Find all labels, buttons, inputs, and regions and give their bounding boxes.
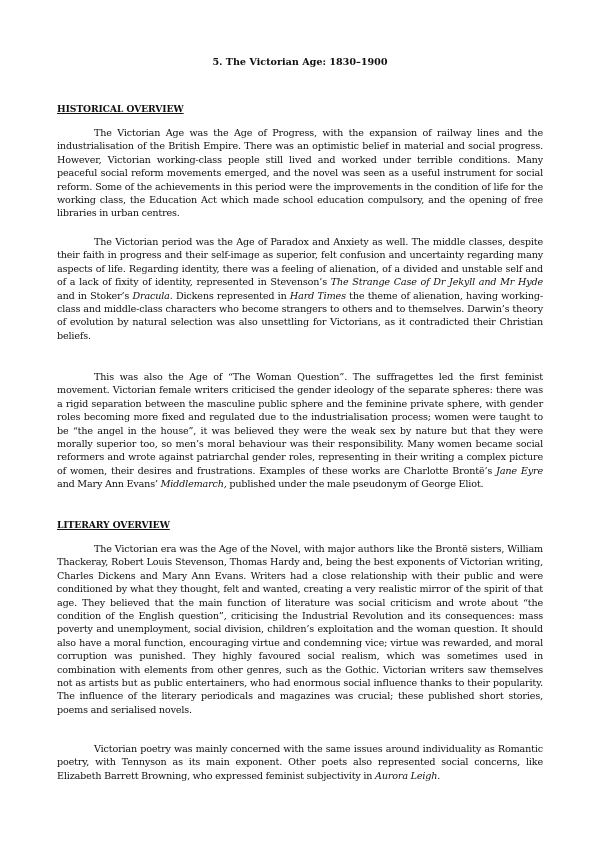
text-run: published under the male pseudonym of George Eliot. (226, 479, 484, 491)
historical-paragraph-1: The Victorian Age was the Age of Progress, with the expansion of railway lines and the industrialisation of the British Empire. There was an optimistic belief in material and social progress. However, Victorian working-class people still lived and worked under terrible conditions. Many peaceful social reform movements emerged, and the novel was seen as a useful instrument for social reform. Some of the achievements in this period were the improvements in the condition of life for the working class, the Education Act which made school education compulsory, and the opening of free libraries in urban centres. (57, 128, 543, 220)
book-title-middlemarch: Middlemarch, (160, 479, 227, 491)
text-run: Dickens represented in (172, 290, 290, 302)
book-title-jekyll-hyde: The Strange Case of Dr Jekyll and Mr Hyde (330, 277, 543, 289)
literary-paragraph-2 (57, 743, 543, 783)
text-run: Victorian poetry was mainly concerned with the same issues around individuality as Romantic poetry, with Tennyson as its main exponent. Other poets also represented social concerns, like Elizabeth Barrett Browning, who expressed feminist subjectivity in (57, 744, 543, 782)
historical-overview-heading: HISTORICAL OVERVIEW (57, 104, 184, 115)
literary-paragraph-1: The Victorian era was the Age of the Novel, with major authors like the Brontë sisters, William Thackeray, Robert Louis Stevenson, Thomas Hardy and, being the best exponents of Victorian writing, Charles Dickens and Mary Ann Evans. Writers had a close relationship with their public and were conditioned by what they thought, felt and wanted, creating a very realistic mirror of the spirit of that age. They believed that the main function of literature was social criticism and wrote about “the condition of the English question”, criticising the Industrial Revolution and its consequences: mass poverty and unemployment, social division, children’s exploitation and the woman question. It should also have a moral function, encouraging virtue and condemning vice; virtue was rewarded, and moral corruption was punished. They highly favoured social realism, which was sometimes used in combination with elements from other genres, such as the Gothic. Victorian writers saw themselves not as artists but as public entertainers, who had enormous social influence thanks to their popularity. The influence of the literary periodicals and magazines was crucial; these published short stories, poems and serialised novels. (57, 544, 543, 716)
text-run: The Victorian period was the Age of Paradox and Anxiety as well. The middle classes, despite their faith in progress and their self-image as superior, felt confusion and uncertainty regarding many aspects of life. Regarding identity, there was a feeling of alienation, of a divided and unstable self and of a lack of fixity of identity, represented in Stevenson’s (57, 237, 543, 289)
book-title-dracula: Dracula. (132, 290, 173, 302)
literary-overview-heading: LITERARY OVERVIEW (57, 520, 170, 531)
historical-paragraph-3 (57, 371, 543, 492)
text-run: and Mary Ann Evans’ (57, 479, 161, 491)
book-title-aurora-leigh: Aurora Leigh. (375, 770, 441, 782)
text-run: This was also the Age of “The Woman Question”. The suffragettes led the first feminist movement. Victorian female writers criticised the gender ideology of the separate spheres: there was a rigid separation between the masculine public sphere and the feminine private sphere, with gender roles becoming more fixed and regulated due to the industrialisation process; women were taught to be “the angel in the house”, it was believed they were the weak sex by nature but that they were morally superior too, so men’s moral behaviour was their responsibility. Many women became social reformers and wrote against patriarchal gender roles, representing in their writing a complex picture of women, their desires and frustrations. Examples of these works are Charlotte Brontë’s (57, 372, 543, 477)
text-run: the theme of alienation, having working-class and middle-class characters who become strangers to others and to themselves. Darwin’s theory of evolution by natural selection was also unsettling for Victorians, as it contradicted their Christian beliefs. (57, 290, 543, 342)
book-title-hard-times: Hard Times (289, 290, 346, 302)
text-run: and in Stoker’s (57, 290, 133, 302)
historical-paragraph-2 (57, 236, 543, 343)
page-title: 5. The Victorian Age: 1830–1900 (212, 57, 388, 68)
book-title-jane-eyre: Jane Eyre (496, 465, 544, 477)
